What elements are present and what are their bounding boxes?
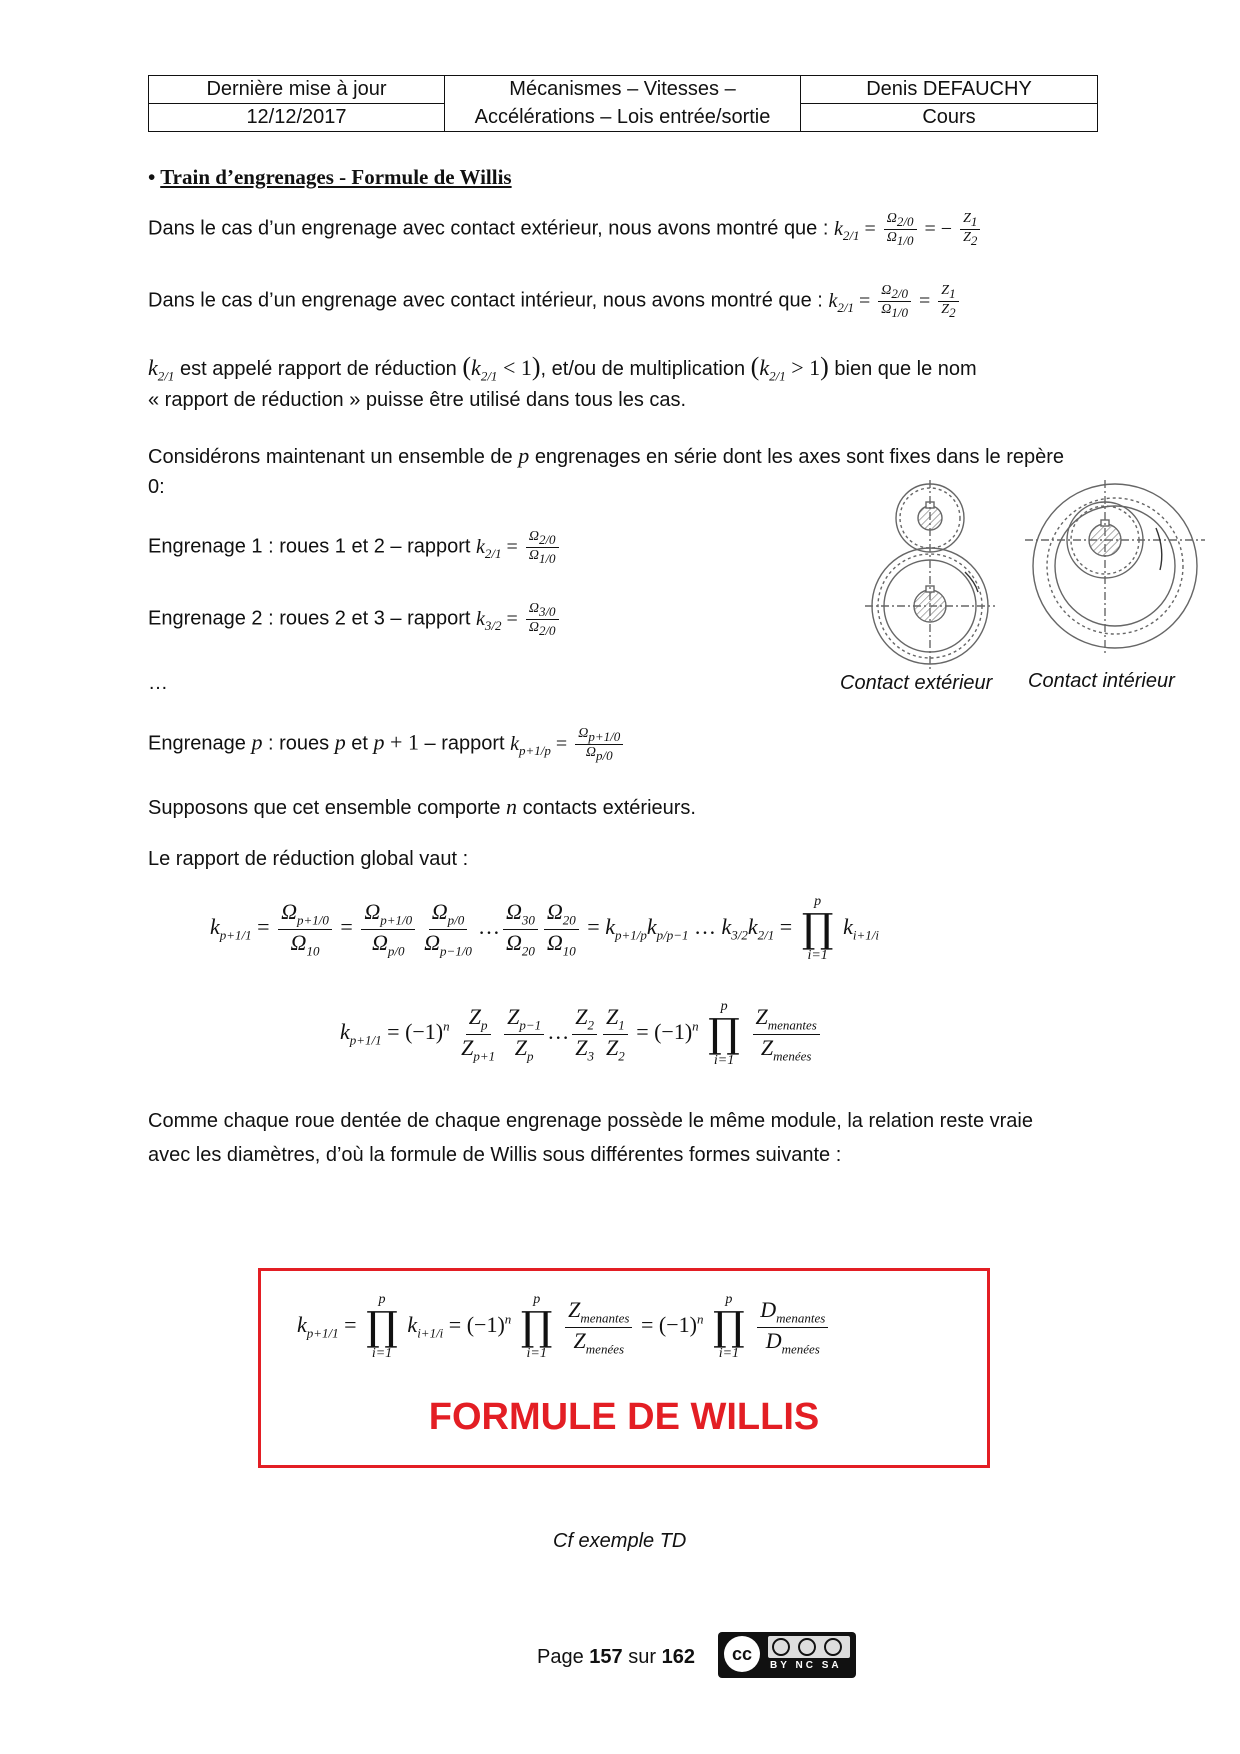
formula-int: $k_{2/1}$ = $\frac{\Omega_{2/0}}{\Omega_{1/0}}$ = $\frac{Z_1}{Z_2}$ xyxy=(828,290,961,312)
text-comme1: Comme chaque roue dentée de chaque engrenage possède le même module, la relation reste vraie xyxy=(148,1110,1033,1132)
page-current: 157 xyxy=(589,1646,623,1668)
page-label: Page xyxy=(537,1646,584,1668)
formula-ext: $k_{2/1}$ = $\frac{\Omega_{2/0}}{\Omega_{1/0}}$ = − $\frac{Z_1}{Z_2}$ xyxy=(834,218,983,240)
paragraph-rapport: $k_{2/1}$ est appelé rapport de réduction $(k_{2/1} < 1)$, et/ou de multiplication $(k_{2/1} > 1)$ bien que le nom xyxy=(148,352,977,384)
header-table xyxy=(148,75,1098,132)
caption-ext: Contact extérieur xyxy=(840,672,993,694)
text-consider-b: engrenages en série dont les axes sont fixes dans le repère xyxy=(534,446,1065,468)
text-engp-a: Engrenage xyxy=(148,732,246,755)
page-sep: sur xyxy=(628,1646,657,1668)
text-consider-c: 0: xyxy=(148,476,165,498)
text-engp-d: – rapport xyxy=(424,732,505,755)
header-doc-type: Cours xyxy=(801,104,1098,132)
paragraph-suppose: Supposons que cet ensemble comporte n contacts extérieurs. xyxy=(148,794,696,819)
willis-box xyxy=(258,1268,990,1468)
paragraph-eng1: Engrenage 1 : roues 1 et 2 – rapport $k_{2/1}$ = $\frac{\Omega_{2/0}}{\Omega_{1/0}}$ xyxy=(148,530,562,566)
willis-formula: $k_{p+1/1}$ = p ∏ i=1 $k_{i+1/i} = (-1)^n$ p ∏ i=1 $\frac{Z_{menantes}}{Z_{menées}}$ = $(-1)^n$ p ∏ i=1 $\frac{D_{menantes}}{D_{menées}}$ xyxy=(297,1293,831,1361)
text-eng2: Engrenage 2 : roues 2 et 3 – rapport xyxy=(148,607,471,630)
equation-teeth-ratio: $k_{p+1/1} = (-1)^n$ $\frac{Z_p}{Z_{p+1}}$ $\frac{Z_{p-1}}{Z_p}$ … $\frac{Z_2}{Z_3}$ $\frac{Z_1}{Z_2}$ = $(-1)^n$ p ∏ i=1 $\frac{Z_{menantes}}{Z_{menées}}$ xyxy=(340,1000,823,1068)
text-cf: Cf exemple TD xyxy=(553,1530,687,1552)
paragraph-eng2: Engrenage 2 : roues 2 et 3 – rapport $k_{3/2}$ = $\frac{\Omega_{3/0}}{\Omega_{2/0}}$ xyxy=(148,602,562,638)
paragraph-ext xyxy=(148,212,983,248)
text-consider-a: Considérons maintenant un ensemble de xyxy=(148,446,513,468)
text-rapport-a: est appelé rapport de réduction xyxy=(179,358,457,380)
header-update-label: Dernière mise à jour xyxy=(149,76,445,104)
license-text: BY NC SA xyxy=(770,1660,842,1671)
equation-global-ratio: $k_{p+1/1}$ = $\frac{\Omega_{p+1/0}}{\Omega_{10}}$ = $\frac{\Omega_{p+1/0}}{\Omega_{p/0}}$ $\frac{\Omega_{p/0}}{\Omega_{p-1/0}}$ … $\frac{\Omega_{30}}{\Omega_{20}}$ $\frac{\Omega_{20}}{\Omega_{10}}$ = $k_{p+1/p}k_{p/p-1}$ … $k_{3/2}k_{2/1}$ = p ∏ i=1 $k_{i+1/i}$ xyxy=(210,894,879,963)
text-eng1: Engrenage 1 : roues 1 et 2 – rapport xyxy=(148,535,471,558)
text-dots: … xyxy=(148,672,168,694)
paragraph-engp: Engrenage p : roues p et p + 1 – rapport $k_{p+1/p}$ = $\frac{\Omega_{p+1/0}}{\Omega_{p/0}}$ xyxy=(148,727,626,763)
text-ext: Dans le cas d’un engrenage avec contact extérieur, nous avons montré que : xyxy=(148,217,829,240)
caption-int: Contact intérieur xyxy=(1028,670,1175,692)
large-gear-icon xyxy=(865,480,995,670)
text-int: Dans le cas d’un engrenage avec contact intérieur, nous avons montré que : xyxy=(148,289,823,312)
text-suppose-a: Supposons que cet ensemble comporte xyxy=(148,797,501,819)
text-comme2: avec les diamètres, d’où la formule de Willis sous différentes formes suivante : xyxy=(148,1144,842,1166)
text-rapport-d: « rapport de réduction » puisse être utilisé dans tous les cas. xyxy=(148,389,687,411)
text-global: Le rapport de réduction global vaut : xyxy=(148,848,469,870)
text-suppose-b: contacts extérieurs. xyxy=(522,797,696,819)
header-topic-line1: Mécanismes – Vitesses – xyxy=(445,76,801,104)
section-title: Train d’engrenages - Formule de Willis xyxy=(160,165,512,189)
header-date: 12/12/2017 xyxy=(149,104,445,132)
text-rapport-c: bien que le nom xyxy=(834,358,977,380)
text-rapport-b: , et/ou de multiplication xyxy=(540,358,746,380)
header-author: Denis DEFAUCHY xyxy=(801,76,1098,104)
header-topic-line2: Accélérations – Lois entrée/sortie xyxy=(445,104,801,132)
bullet-icon: • xyxy=(148,165,156,189)
paragraph-int xyxy=(148,284,962,320)
internal-gear-icon xyxy=(1025,480,1205,655)
cc-license-icon: cc BY NC SA xyxy=(718,1632,856,1678)
willis-title: FORMULE DE WILLIS xyxy=(428,1396,820,1438)
text-engp-b: : roues xyxy=(268,732,330,755)
page-number xyxy=(537,1646,695,1669)
page-total: 162 xyxy=(661,1646,695,1668)
section-heading xyxy=(148,165,512,190)
paragraph-consider: Considérons maintenant un ensemble de p engrenages en série dont les axes sont fixes dans le repère xyxy=(148,443,1065,468)
text-engp-c: et xyxy=(351,732,368,755)
